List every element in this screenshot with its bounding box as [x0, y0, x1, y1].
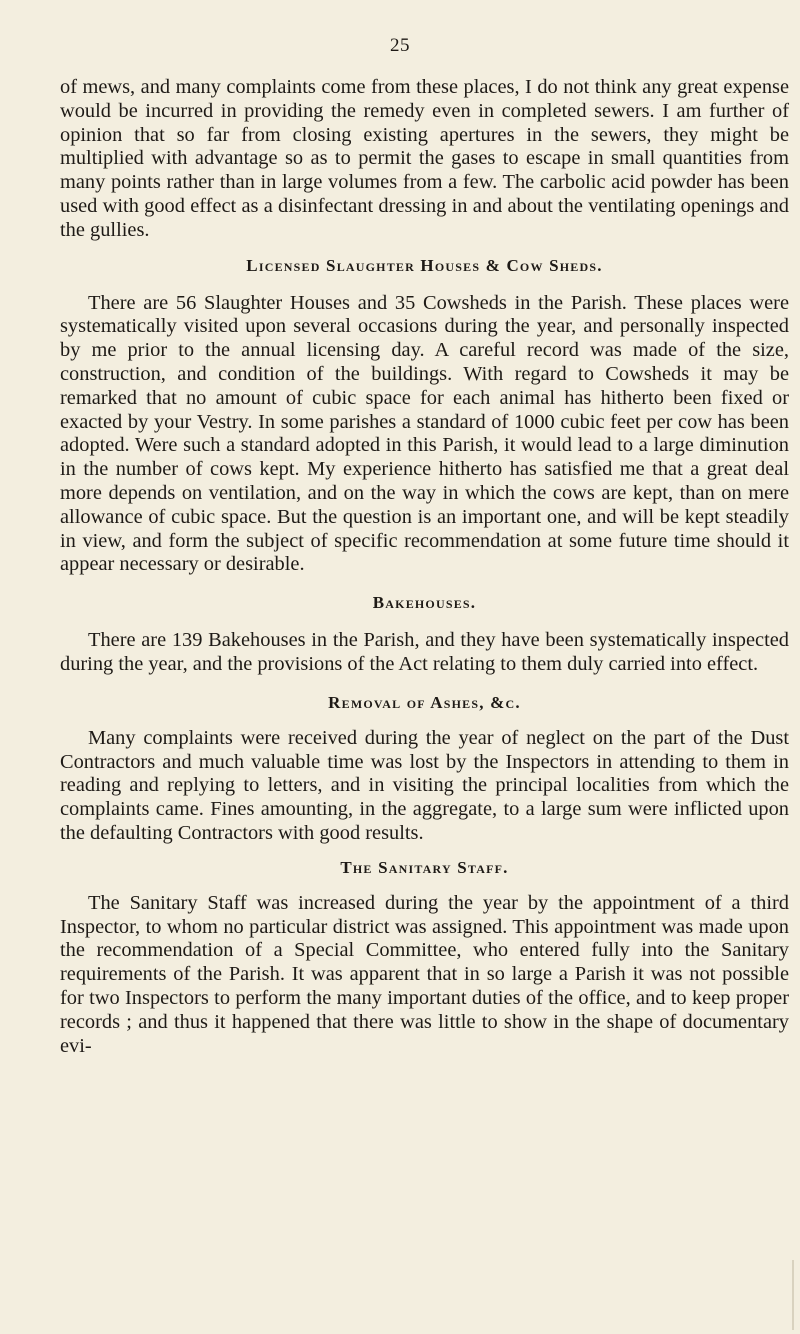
- paragraph-bakehouses: There are 139 Bakehouses in the Parish, and they have been systematically inspected during the year, and the provisions of the Act relating to them duly carried into effect.: [60, 629, 789, 675]
- section-heading-bakehouses: Bakehouses.: [372, 593, 477, 613]
- section-heading-removal-of-ashes: Removal of Ashes, &c.: [328, 692, 521, 712]
- paragraph-sewer-ventilation: of mews, and many complaints come from these places, I do not think any great expense would be incurred in providing the remedy even in completed sewers. I am further of opinion that so far from closing existing apertures in the sewers, they might be multiplied with advantage so as to permit the gases to escape in small quantities from many points rather than in large volumes from a few. The carbolic acid powder has been used with good effect as a disinfectant dressing in and about the ventilating openings and the gullies.: [60, 76, 789, 241]
- page-edge-mark: [792, 1260, 794, 1330]
- paragraph-removal-of-ashes: Many complaints were received during the year of neglect on the part of the Dust Contractors and much valuable time was lost by the Inspectors in attending to them in reading and replying to letters, and in visiting the principal localities from which the complaints came. Fines amounting, in the aggregate, to a large sum were inflicted upon the defaulting Contractors with good results.: [60, 726, 789, 844]
- section-heading-sanitary-staff: The Sanitary Staff.: [340, 857, 509, 877]
- paragraph-slaughter-houses: There are 56 Slaughter Houses and 35 Cowsheds in the Parish. These places were systematically visited upon several occasions during the year, and personally inspected by me prior to the annual licensing day. A careful record was made of the size, construction, and condition of the buildings. With regard to Cowsheds it may be remarked that no amount of cubic space for each animal has hitherto been fixed or exacted by your Vestry. In some parishes a standard of 1000 cubic feet per cow has been adopted. Were such a standard adopted in this Parish, it would lead to a large diminution in the number of cows kept. My experience hitherto has satisfied me that a great deal more depends on ventilation, and on the way in which the cows are kept, than on mere allowance of cubic space. But the question is an important one, and will be kept steadily in view, and form the subject of specific recommendation at some future time should it appear necessary or desirable.: [60, 291, 789, 576]
- paragraph-sanitary-staff: The Sanitary Staff was increased during the year by the appointment of a third Inspector, to whom no particular district was assigned. This appointment was made upon the recommendation of a Special Committee, who entered fully into the Sanitary requirements of the Parish. It was apparent that in so large a Parish it was not possible for two Inspectors to perform the many important duties of the office, and to keep proper records ; and thus it happened that there was little to show in the shape of documentary evi-: [60, 891, 789, 1057]
- page-number: 25: [390, 35, 410, 56]
- document-body: [60, 76, 789, 1058]
- section-heading-slaughter-houses: Licensed Slaughter Houses & Cow Sheds.: [246, 255, 603, 275]
